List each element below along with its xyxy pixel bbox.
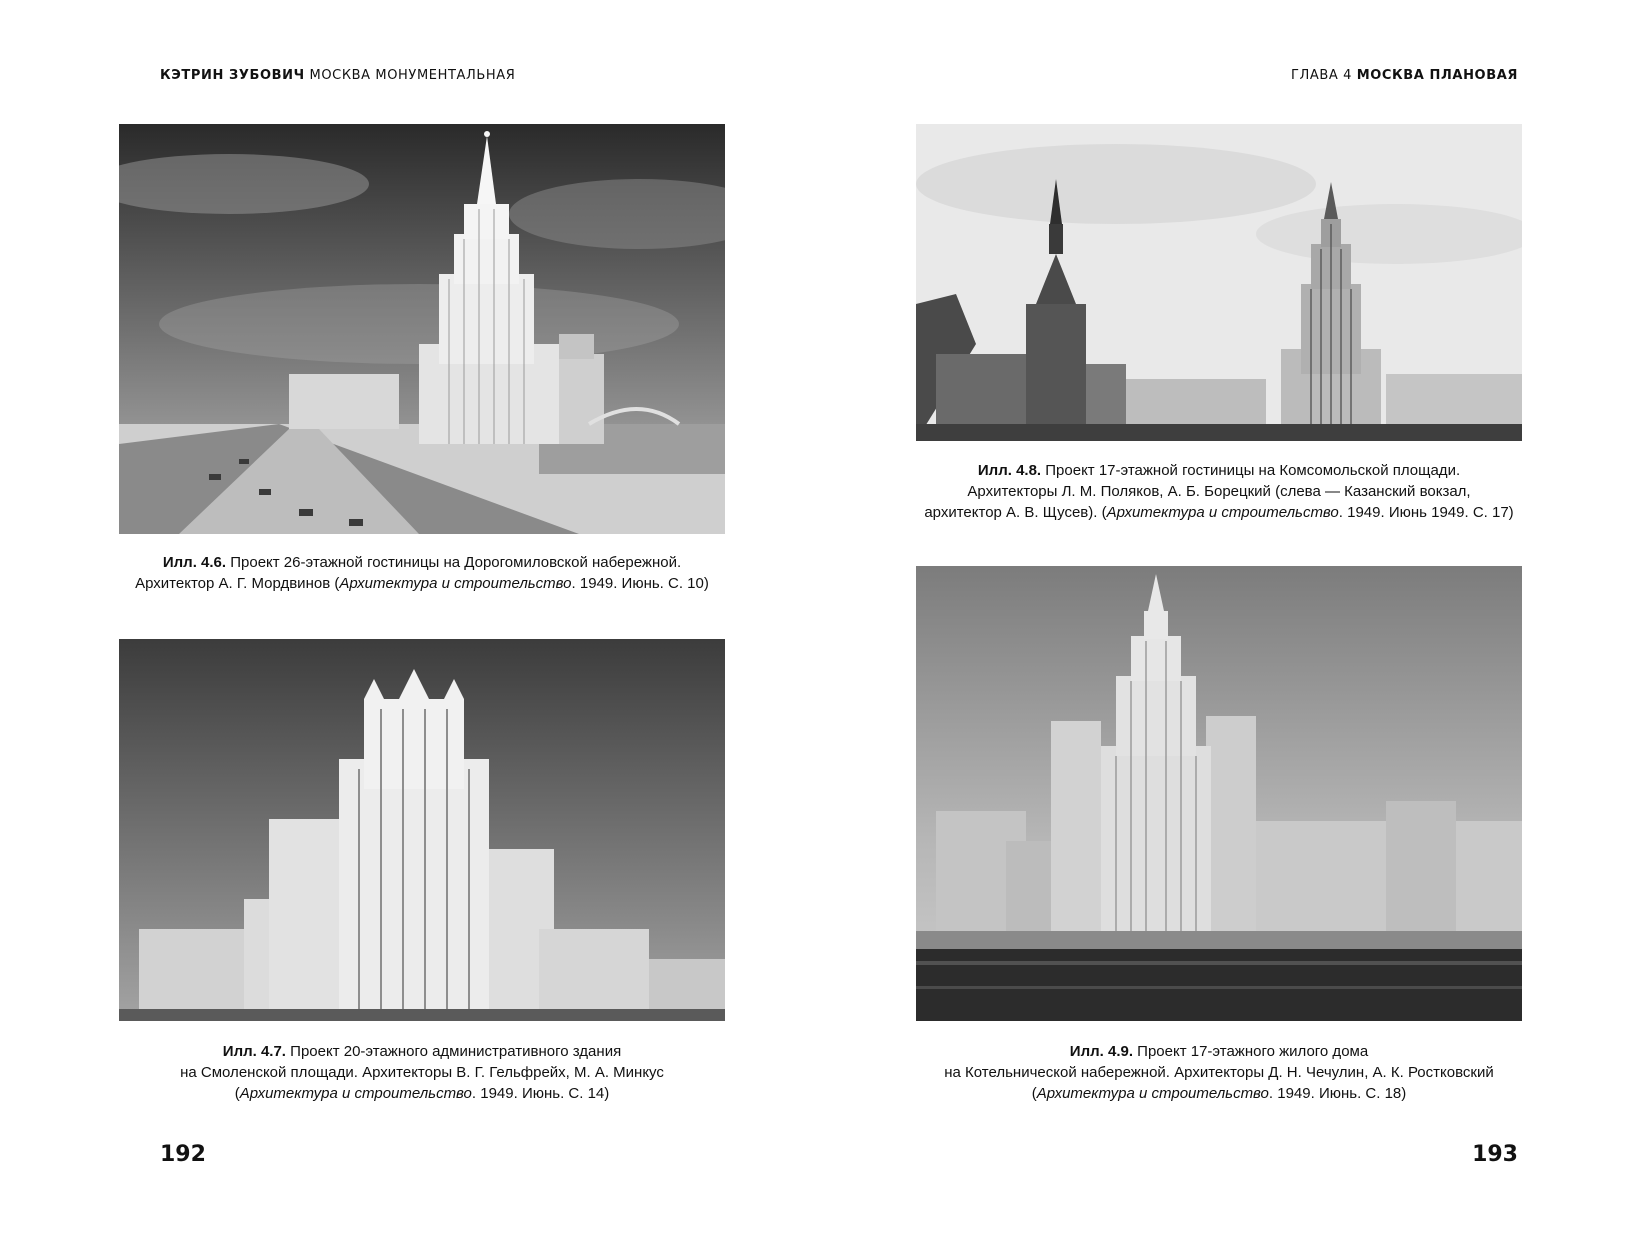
caption-line: ( bbox=[1031, 1085, 1037, 1102]
caption-4-8 bbox=[916, 460, 1522, 523]
header-chapter-title: МОСКВА ПЛАНОВАЯ bbox=[1356, 68, 1518, 83]
caption-4-6 bbox=[119, 552, 725, 594]
source-title: Архитектура и строительство bbox=[239, 1085, 472, 1102]
caption-line: архитектор А. В. Щусев). ( bbox=[924, 504, 1107, 521]
caption-line: . 1949. Июнь. С. 18) bbox=[1268, 1085, 1407, 1102]
source-title: Архитектура и строительство bbox=[1036, 1085, 1269, 1102]
illustration-4-6-hotel-dorogomilovskaya bbox=[119, 124, 725, 534]
caption-4-7 bbox=[119, 1041, 725, 1104]
header-book-title: МОСКВА МОНУМЕНТАЛЬНАЯ bbox=[309, 68, 516, 83]
caption-line: Проект 17-этажной гостиницы на Комсомольской площади. bbox=[1045, 462, 1461, 479]
running-head-right bbox=[1291, 68, 1518, 83]
page-number-right: 193 bbox=[1472, 1142, 1518, 1167]
caption-line: Проект 26-этажной гостиницы на Дорогомиловской набережной. bbox=[230, 554, 682, 571]
header-chapter: ГЛАВА 4 bbox=[1290, 68, 1352, 83]
header-author: КЭТРИН ЗУБОВИЧ bbox=[160, 68, 305, 83]
hotel-tower-drawing bbox=[119, 124, 725, 534]
caption-line: на Смоленской площади. Архитекторы В. Г. Гельфрейх, М. А. Минкус bbox=[180, 1064, 664, 1081]
kotelnicheskaya-drawing bbox=[916, 566, 1522, 1021]
caption-line: ( bbox=[234, 1085, 240, 1102]
source-title: Архитектура и строительство bbox=[339, 575, 572, 592]
caption-line: Архитекторы Л. М. Поляков, А. Б. Борецкий (слева — Казанский вокзал, bbox=[967, 483, 1471, 500]
source-title: Архитектура и строительство bbox=[1106, 504, 1339, 521]
caption-line: . 1949. Июнь. С. 10) bbox=[571, 575, 709, 592]
page-number-left: 192 bbox=[160, 1142, 206, 1167]
caption-line: на Котельнической набережной. Архитекторы Д. Н. Чечулин, А. К. Ростковский bbox=[944, 1064, 1494, 1081]
illustration-4-7-smolenskaya-building bbox=[119, 639, 725, 1021]
caption-line: Архитектор А. Г. Мордвинов ( bbox=[135, 575, 340, 592]
figure-label: Илл. 4.8. bbox=[977, 462, 1042, 479]
illustration-4-9-kotelnicheskaya-building bbox=[916, 566, 1522, 1021]
illustration-4-8-komsomolskaya-hotel bbox=[916, 124, 1522, 441]
caption-line: Проект 20-этажного административного здания bbox=[290, 1043, 622, 1060]
administrative-building-drawing bbox=[119, 639, 725, 1021]
figure-label: Илл. 4.9. bbox=[1069, 1043, 1133, 1060]
right-page bbox=[815, 0, 1630, 1252]
caption-line: . 1949. Июнь 1949. С. 17) bbox=[1338, 504, 1514, 521]
caption-line: Проект 17-этажного жилого дома bbox=[1137, 1043, 1369, 1060]
caption-4-9 bbox=[916, 1041, 1522, 1104]
figure-label: Илл. 4.6. bbox=[162, 554, 227, 571]
caption-line: . 1949. Июнь. С. 14) bbox=[471, 1085, 610, 1102]
komsomolskaya-drawing bbox=[916, 124, 1522, 441]
running-head-left bbox=[160, 68, 515, 83]
figure-label: Илл. 4.7. bbox=[222, 1043, 286, 1060]
